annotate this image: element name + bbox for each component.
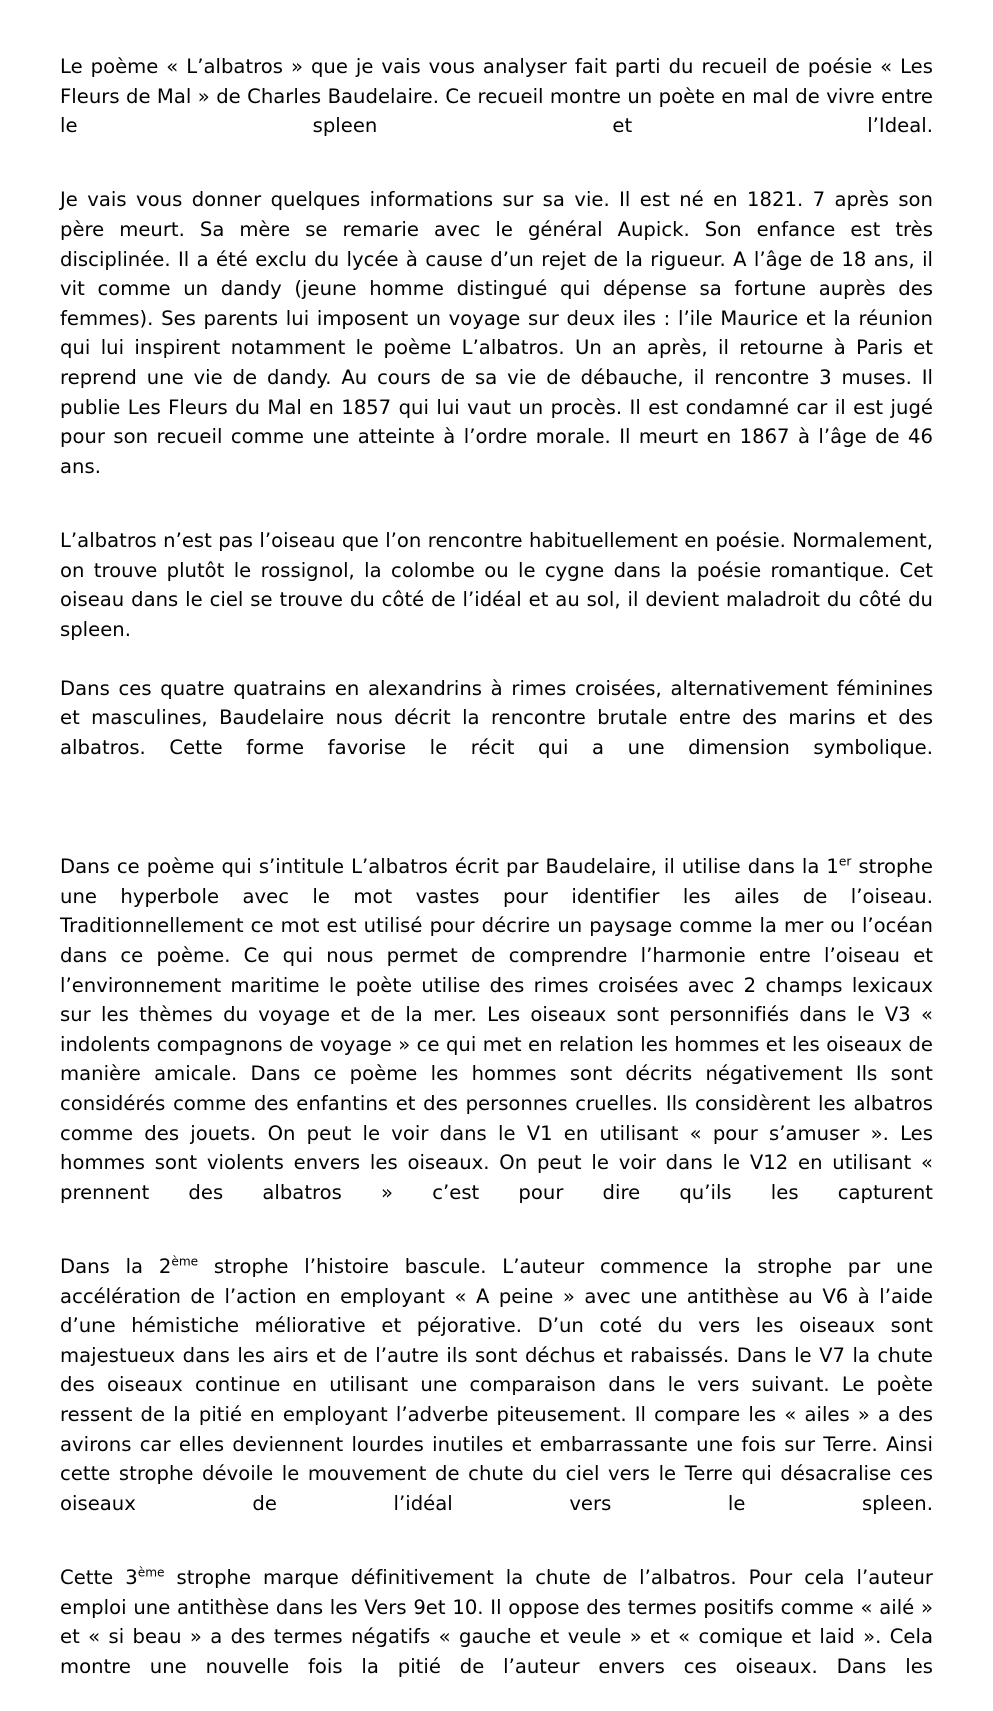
third-stanza-text-after-ordinal: strophe marque définitivement la chute de l’albatros. Pour cela l’auteur emploi une antithèse dans les Vers 9et 10. Il oppose des termes positifs comme « ailé » et « si beau » a des termes négatifs « gauche et veule » et « comique et laid ». Cela montre une nouvelle fois la pitié de l’auteur envers ces oiseaux. Dans les bbox=[60, 1565, 933, 1678]
first-stanza-text-before-ordinal: Dans ce poème qui s’intitule L’albatros écrit par Baudelaire, il utilise dans la 1 bbox=[60, 855, 839, 879]
paragraph-first-stanza-analysis bbox=[60, 852, 933, 1237]
ordinal-suffix-second: ème bbox=[171, 1254, 199, 1269]
second-stanza-text-before-ordinal: Dans la 2 bbox=[60, 1254, 172, 1278]
first-stanza-text-after-ordinal: strophe une hyperbole avec le mot vastes pour identifier les ailes de l’oiseau. Traditionnellement ce mot est utilisé pour décrire un paysage comme la mer ou l’océan dans ce poème. Ce qui nous permet de comprendre l’harmonie entre l’oiseau et l’environnement maritime le poète utilise des rimes croisées avec 2 champs lexicaux sur les thèmes du voyage et de la mer. Les oiseaux sont personnifiés dans le V3 « indolents compagnons de voyage » ce qui met en relation les hommes et les oiseaux de manière amicale. Dans ce poème les hommes sont décrits négativement Ils sont considérés comme des enfantins et des personnes cruelles. Ils considèrent les albatros comme des jouets. On peut le voir dans le V1 en utilisant « pour s’amuser ». Les hommes sont violents envers les oiseaux. On peut le voir dans le V12 en utilisant « prennent des albatros » c’est pour dire qu’ils les capturent bbox=[60, 855, 933, 1204]
paragraph-author-biography: Je vais vous donner quelques informations sur sa vie. Il est né en 1821. 7 après son père meurt. Sa mère se remarie avec le général Aupick. Son enfance est très disciplinée. Il a été exclu du lycée à cause d’un rejet de la rigueur. A l’âge de 18 ans, il vit comme un dandy (jeune homme distingué qui dépense sa fortune auprès des femmes). Ses parents lui imposent un voyage sur deux iles : l’ile Maurice et la réunion qui lui inspirent notamment le poème L’albatros. Un an après, il retourne à Paris et reprend une vie de dandy. Au cours de sa vie de débauche, il rencontre 3 muses. Il publie Les Fleurs du Mal en 1857 qui lui vaut un procès. Il est condamné car il est jugé pour son recueil comme une atteinte à l’ordre morale. Il meurt en 1867 à l’âge de 46 ans. bbox=[60, 188, 933, 478]
paragraph-intro-poem-collection: Le poème « L’albatros » que je vais vous analyser fait parti du recueil de poésie « Les Fleurs de Mal » de Charles Baudelaire. Ce recueil montre un poète en mal de vivre entre le spleen et l’Ideal. bbox=[60, 55, 933, 138]
paragraph-third-stanza-analysis bbox=[60, 1563, 933, 1711]
paragraph-spacer bbox=[60, 792, 933, 852]
paragraph-second-stanza-analysis bbox=[60, 1252, 933, 1548]
second-stanza-text-after-ordinal: strophe l’histoire bascule. L’auteur commence la strophe par une accélération de l’action en employant « A peine » avec une antithèse au V6 à l’aide d’une hémistiche méliorative et péjorative. D’un coté du vers les oiseaux sont majestueux dans les airs et de l’autre ils sont déchus et rabaissés. Dans le V7 la chute des oiseaux continue en utilisant une comparaison dans le vers suivant. Le poète ressent de la pitié en employant l’adverbe piteusement. Il compare les « ailes » a des avirons car elles deviennent lourdes inutiles et embarrassante une fois sur Terre. Ainsi cette strophe dévoile le mouvement de chute du ciel vers le Terre qui désacralise ces oiseaux de l’idéal vers le spleen. bbox=[60, 1254, 933, 1515]
paragraph-form-quatrains: Dans ces quatre quatrains en alexandrins à rimes croisées, alternativement féminines et masculines, Baudelaire nous décrit la rencontre brutale entre des marins et des albatros. Cette forme favorise le récit qui a une dimension symbolique. bbox=[60, 676, 933, 760]
document-text-body bbox=[60, 52, 933, 1711]
paragraph-albatross-symbolism: L’albatros n’est pas l’oiseau que l’on rencontre habituellement en poésie. Normalement, on trouve plutôt le rossignol, la colombe ou le cygne dans la poésie romantique. Cet oiseau dans le ciel se trouve du côté de l’idéal et au sol, il devient maladroit du côté du spleen. bbox=[60, 528, 933, 641]
third-stanza-text-before-ordinal: Cette 3 bbox=[60, 1565, 138, 1589]
ordinal-suffix-first: er bbox=[838, 854, 852, 869]
ordinal-suffix-third: ème bbox=[137, 1565, 165, 1580]
